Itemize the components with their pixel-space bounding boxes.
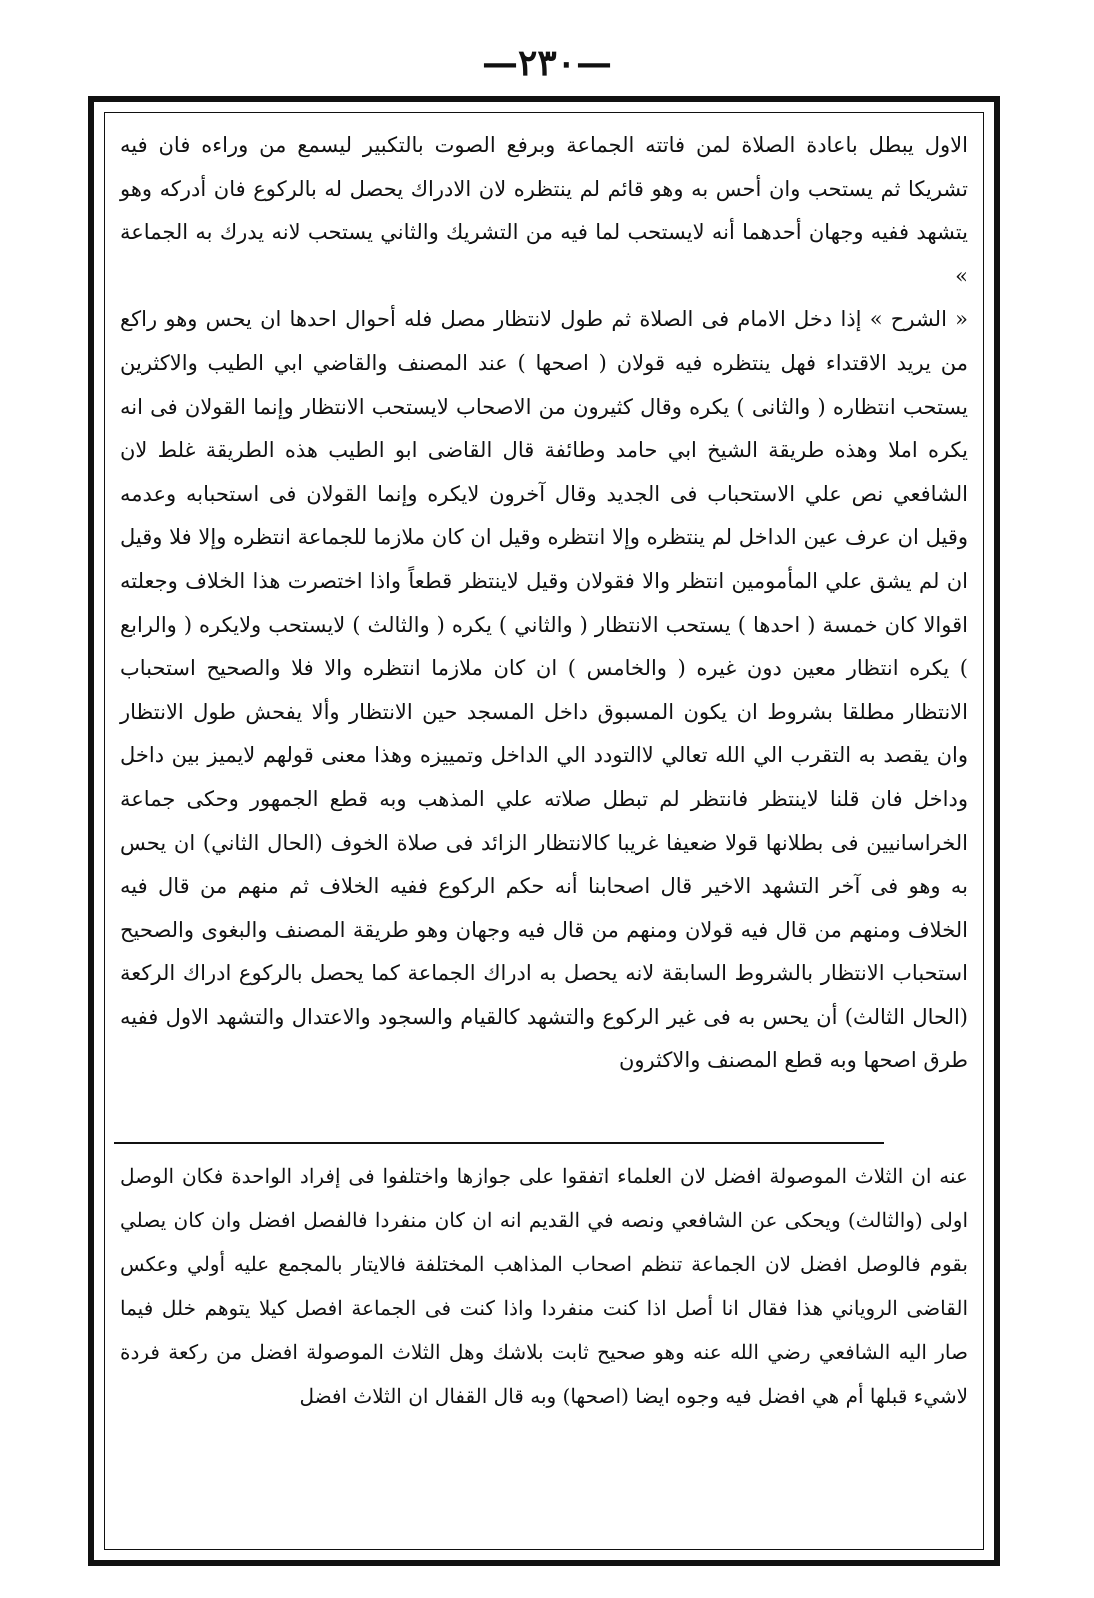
main-paragraph-1: الاول يبطل باعادة الصلاة لمن فاتته الجماعة وبرفع الصوت بالتكبير ليسمع من وراءه فان فيه تشريكا ثم يستحب وان أحس به وهو قائم لم ينتظره لان الادراك يحصل له بالركوع فان أدركه وهو يتشهد ففيه وجهان أحدهما أنه لايستحب لما فيه من التشريك والثاني يستحب لانه يدرك به الجماعة »	[120, 133, 968, 288]
footnote-divider	[114, 1142, 884, 1144]
footnote-paragraph-1: عنه ان الثلاث الموصولة افضل لان العلماء اتفقوا على جوازها واختلفوا فى إفراد الواحدة فكان الوصل اولى (والثالث) ويحكى عن الشافعي ونصه في القديم انه ان كان منفردا فالفصل افضل وان كان يصلي بقوم فالوصل افضل لان الجماعة تنظم اصحاب المذاهب المختلفة فالايتار بالمجمع عليه أولي وعكس القاضى الروياني هذا فقال انا أصل اذا كنت منفردا واذا كنت فى الجماعة افصل كيلا يتوهم خلل فيما صار اليه الشافعي رضي الله عنه وهو صحيح ثابت بلاشك وهل الثلاث الموصولة افضل من ركعة فردة لاشيء قبلها أم هي افضل فيه وجوه ايضا (اصحها) وبه قال القفال ان الثلاث افضل	[120, 1164, 968, 1408]
page-frame	[88, 96, 1000, 1566]
main-text-block	[120, 124, 968, 1083]
footnote-block	[120, 1154, 968, 1418]
main-paragraph-2: « الشرح » إذا دخل الامام فى الصلاة ثم طول لانتظار مصل فله أحوال احدها ان يحس وهو راكع من يريد الاقتداء فهل ينتظره فيه قولان ( اصحها ) عند المصنف والقاضي ابي الطيب والاكثرين يستحب انتظاره ( والثانى ) يكره وقال كثيرون من الاصحاب لايستحب الانتظار وإنما القولان فى انه يكره املا وهذه طريقة الشيخ ابي حامد وطائفة قال القاضى ابو الطيب هذه الطريقة غلط لان الشافعي نص علي الاستحباب فى الجديد وقال آخرون لايكره وإنما القولان فى استحبابه وعدمه وقيل ان عرف عين الداخل لم ينتظره وإلا انتظره وقيل ان كان ملازما للجماعة انتظره وإلا فلا وقيل ان لم يشق علي المأمومين انتظر والا فقولان وقيل لاينتظر قطعاً واذا اختصرت هذا الخلاف وجعلته اقوالا كان خمسة ( احدها ) يستحب الانتظار ( والثاني ) يكره ( والثالث ) لايستحب ولايكره ( والرابع ) يكره انتظار معين دون غيره ( والخامس ) ان كان ملازما انتظره والا فلا والصحيح استحباب الانتظار مطلقا بشروط ان يكون المسبوق داخل المسجد حين الانتظار وألا يفحش طول الانتظار وان يقصد به التقرب الي الله تعالي لاالتودد الي الداخل وتمييزه وهذا معنى قولهم لايميز بين داخل وداخل فان قلنا لاينتظر فانتظر لم تبطل صلاته علي المذهب وبه قطع الجمهور وحكى جماعة الخراسانيين فى بطلانها قولا ضعيفا غريبا كالانتظار الزائد فى صلاة الخوف (الحال الثاني) ان يحس به وهو فى آخر التشهد الاخير قال اصحابنا أنه حكم الركوع ففيه الخلاف ثم منهم من قال فيه الخلاف ومنهم من قال فيه قولان ومنهم من قال فيه وجهان وهو طريقة المصنف والبغوى والصحيح استحباب الانتظار بالشروط السابقة لانه يحصل به ادراك الجماعة كما يحصل بالركوع ادراك الركعة (الحال الثالث) أن يحس به فى غير الركوع والتشهد كالقيام والسجود والاعتدال والتشهد الاول ففيه طرق اصحها وبه قطع المصنف والاكثرون	[120, 307, 968, 1073]
page-number: —٢٣٠—	[481, 42, 612, 84]
